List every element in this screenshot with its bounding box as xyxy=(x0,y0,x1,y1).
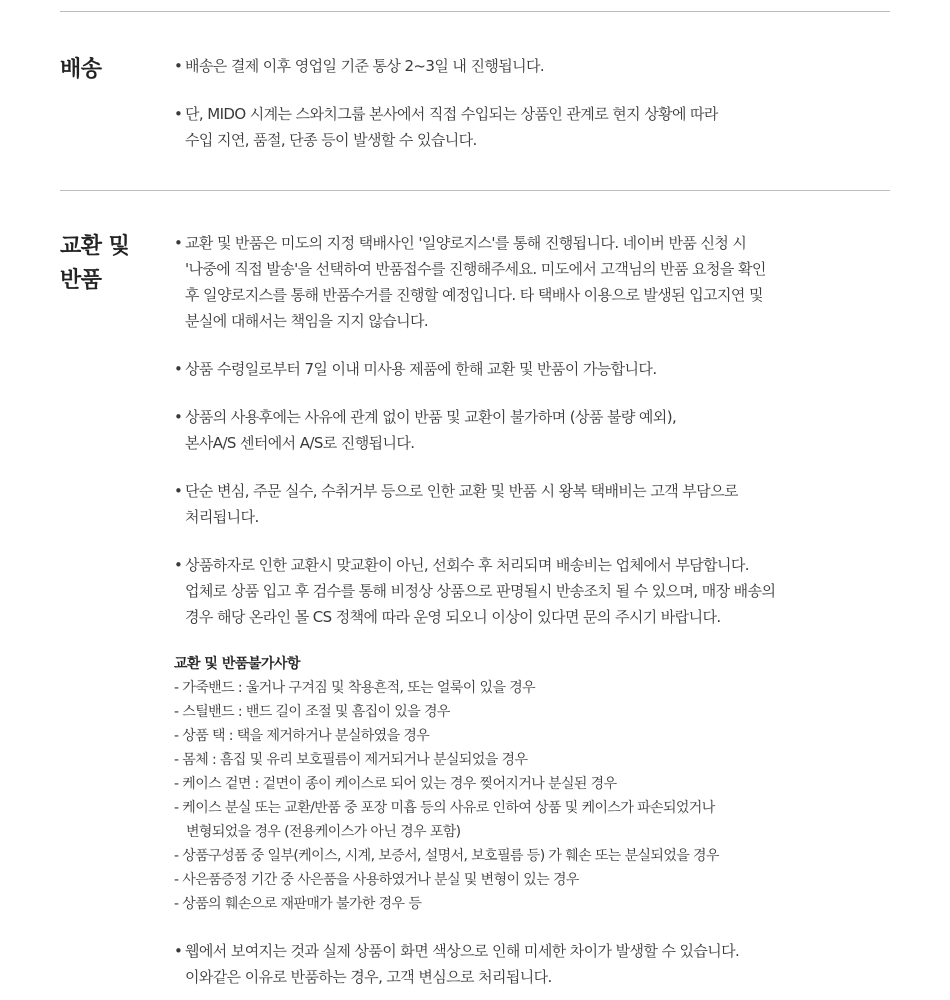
bullet-dot: • xyxy=(174,105,183,123)
bullet-line: 웹에서 보여지는 것과 실제 상품이 화면 색상으로 인해 미세한 차이가 발생할 수 있습니다. xyxy=(185,942,740,960)
bullet-line: 분실에 대해서는 책임을 지지 않습니다. xyxy=(185,312,429,330)
returns-bullet-5 xyxy=(173,552,893,630)
exception-item: - 가죽밴드 : 울거나 구겨짐 및 착용흔적, 또는 얼룩이 있을 경우 xyxy=(174,680,536,696)
returns-body xyxy=(173,230,893,990)
exception-item: - 상품의 훼손으로 재판매가 불가한 경우 등 xyxy=(174,896,422,912)
bullet-line: 본사A/S 센터에서 A/S로 진행됩니다. xyxy=(185,434,415,452)
returns-title-line: 반품 xyxy=(60,268,102,293)
bullet-line: 경우 해당 온라인 몰 CS 정책에 따라 운영 되오니 이상이 있다면 문의 주시기 바랍니다. xyxy=(185,608,721,626)
exception-item: - 사은품증정 기간 중 사은품을 사용하였거나 분실 및 변형이 있는 경우 xyxy=(174,872,579,888)
bullet-line: '나중에 직접 발송'을 선택하여 반품접수를 진행해주세요. 미도에서 고객님의 반품 요청을 확인 xyxy=(185,260,766,278)
bullet-line: 교환 및 반품은 미도의 지정 택배사인 '일양로지스'를 통해 진행됩니다. 네이버 반품 신청 시 xyxy=(185,234,747,252)
bullet-dot: • xyxy=(174,556,183,574)
section-divider xyxy=(60,190,890,191)
exception-item: - 케이스 겉면 : 겉면이 종이 케이스로 되어 있는 경우 찢어지거나 분실된 경우 xyxy=(174,776,617,792)
bullet-dot: • xyxy=(174,360,183,378)
bullet-line: 단, MIDO 시계는 스와치그룹 본사에서 직접 수입되는 상품인 관계로 현지 상황에 따라 xyxy=(185,105,718,123)
shipping-bullet-2 xyxy=(173,101,893,153)
returns-bullet-3 xyxy=(173,404,893,456)
bullet-line: 이와같은 이유로 반품하는 경우, 고객 변심으로 처리됩니다. xyxy=(185,968,552,986)
bullet-line: 수입 지연, 품절, 단종 등이 발생할 수 있습니다. xyxy=(185,131,477,149)
shipping-body xyxy=(173,53,893,153)
exception-item: 변형되었을 경우 (전용케이스가 아닌 경우 포함) xyxy=(186,824,461,840)
bullet-dot: • xyxy=(174,234,183,252)
returns-final-bullet xyxy=(173,938,893,990)
returns-bullet-4 xyxy=(173,478,893,530)
returns-bullet-1 xyxy=(173,230,893,334)
returns-title xyxy=(60,230,170,298)
bullet-line: 상품하자로 인한 교환시 맞교환이 아닌, 선회수 후 처리되며 배송비는 업체에서 부담합니다. xyxy=(185,556,749,574)
bullet-line: 업체로 상품 입고 후 검수를 통해 비정상 상품으로 판명될시 반송조치 될 수 있으며, 매장 배송의 xyxy=(185,582,776,600)
bullet-dot: • xyxy=(174,57,183,75)
bullet-line: 단순 변심, 주문 실수, 수취거부 등으로 인한 교환 및 반품 시 왕복 택배비는 고객 부담으로 xyxy=(185,482,738,500)
exceptions-title: 교환 및 반품불가사항 xyxy=(174,656,300,672)
bullet-line: 처리됩니다. xyxy=(185,508,259,526)
bullet-line: 후 일양로지스를 통해 반품수거를 진행할 예정입니다. 타 택배사 이용으로 발생된 입고지연 및 xyxy=(185,286,763,304)
returns-bullet-2 xyxy=(173,356,893,382)
exception-item: - 상품 택 : 택을 제거하거나 분실하였을 경우 xyxy=(174,728,430,744)
top-divider xyxy=(60,11,890,12)
shipping-title: 배송 xyxy=(60,57,102,82)
exception-item: - 케이스 분실 또는 교환/반품 중 포장 미흡 등의 사유로 인하여 상품 및 케이스가 파손되었거나 xyxy=(174,800,715,816)
bullet-dot: • xyxy=(174,482,183,500)
returns-title-line: 교환 및 xyxy=(60,234,130,259)
shipping-bullet-1 xyxy=(173,53,893,79)
exception-item: - 상품구성품 중 일부(케이스, 시계, 보증서, 설명서, 보호필름 등) 가 훼손 또는 분실되었을 경우 xyxy=(174,848,719,864)
exception-item: - 스틸밴드 : 밴드 길이 조절 및 흠집이 있을 경우 xyxy=(174,704,450,720)
bullet-dot: • xyxy=(174,408,183,426)
bullet-line: 배송은 결제 이후 영업일 기준 통상 2~3일 내 진행됩니다. xyxy=(185,57,545,75)
bullet-dot: • xyxy=(174,942,183,960)
exception-item: - 몸체 : 흠집 및 유리 보호필름이 제거되거나 분실되었을 경우 xyxy=(174,752,528,768)
bullet-line: 상품 수령일로부터 7일 이내 미사용 제품에 한해 교환 및 반품이 가능합니다. xyxy=(185,360,657,378)
bullet-line: 상품의 사용후에는 사유에 관계 없이 반품 및 교환이 불가하며 (상품 불량 예외), xyxy=(185,408,677,426)
